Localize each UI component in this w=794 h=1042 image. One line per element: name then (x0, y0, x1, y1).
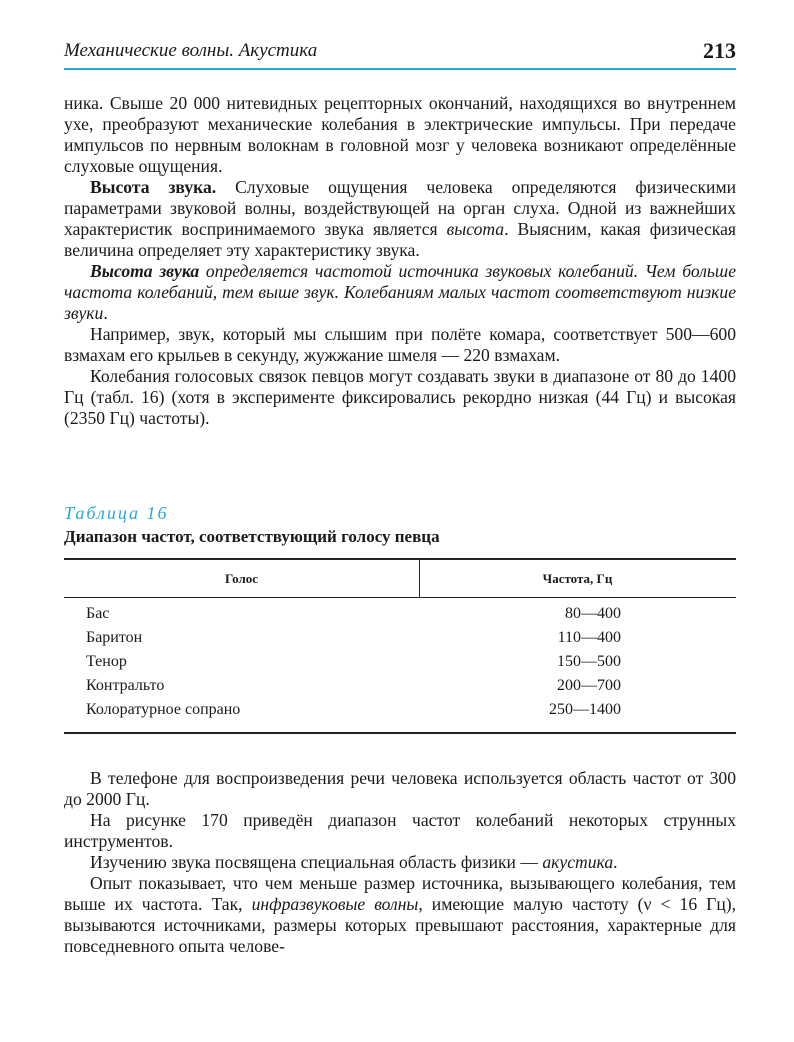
table-row (64, 629, 736, 653)
cell-frequency: 250—1400 (549, 701, 621, 718)
infrasound-term: инфразвуковые волны (251, 894, 419, 914)
paragraph-pitch (64, 177, 736, 261)
pitch-rule-term: Высота звука (90, 261, 200, 281)
acoustics-term: акустика (542, 852, 614, 872)
table-row (64, 653, 736, 677)
text-block-top (64, 93, 736, 429)
frequency-table (64, 558, 736, 734)
table-row (64, 701, 736, 725)
paragraph-infrasound (64, 873, 736, 957)
paragraph-acoustics (64, 852, 736, 873)
paragraph-singers: Колебания голосовых связок певцов могут создавать звуки в диапазоне от 80 до 1400 Гц (табл. 16) (хотя в эксперименте фиксировались рекордно низкая (44 Гц) и высокая (2350 Гц) частоты). (64, 366, 736, 428)
pitch-text-1: Слуховые ощущения человека определяются физическими параметрами звуковой волны, воздействующей на орган слуха. Одной из важнейших характеристик воспринимаемого звука является (64, 177, 736, 239)
cell-frequency: 110—400 (557, 629, 621, 646)
paragraph-continuation: ника. Свыше 20 000 нитевидных рецепторных окончаний, находящихся во внутреннем ухе, преобразуют механические колебания в электрические импульсы. При передаче импульсов по нервным волокнам в головной мозг у человека возникают определённые слуховые ощущения. (64, 93, 736, 176)
cell-voice: Контральто (86, 677, 165, 694)
paragraph-pitch-rule (64, 261, 736, 324)
running-title: Механические волны. Акустика (64, 40, 318, 61)
table-body (64, 605, 736, 725)
cell-voice: Колоратурное сопрано (86, 701, 241, 718)
text-block-bottom (64, 768, 736, 957)
table-caption: Таблица 16 (64, 503, 169, 523)
acoustics-text: Изучению звука посвящена специальная область физики — (90, 852, 543, 872)
header-frequency: Частота, Гц (542, 571, 613, 586)
table-row (64, 677, 736, 701)
paragraph-instruments: На рисунке 170 приведён диапазон частот колебаний некоторых струнных инструментов. (64, 810, 736, 851)
pitch-rule-end: . (103, 303, 108, 323)
header-underline (64, 597, 736, 598)
table-title: Диапазон частот, соответствующий голосу певца (64, 527, 440, 546)
pitch-term: высота (446, 219, 505, 239)
acoustics-end: . (613, 852, 618, 872)
cell-frequency: 200—700 (557, 677, 621, 694)
pitch-heading: Высота звука. (90, 177, 217, 197)
cell-frequency: 80—400 (565, 605, 621, 622)
cell-voice: Бас (86, 605, 110, 622)
paragraph-telephone: В телефоне для воспроизведения речи человека используется область частот от 300 до 2000 Гц. (64, 768, 736, 809)
cell-frequency: 150—500 (557, 653, 621, 670)
infrasound-text-1: Опыт показывает, что чем меньше размер источника, вызывающего колебания, тем выше их частота. Так, (64, 873, 736, 914)
pitch-text-2: . Выясним, какая физическая величина определяет эту характеристику звука. (64, 219, 736, 260)
cell-voice: Баритон (86, 629, 143, 646)
table-row (64, 605, 736, 629)
page-header (64, 38, 736, 70)
pitch-rule-text: определяется частотой источника звуковых колебаний. Чем больше частота колебаний, тем выше звук. Колебаниям малых частот соответствуют низкие звуки (64, 261, 737, 323)
header-voice: Голос (224, 571, 259, 586)
page-number: 213 (703, 38, 736, 63)
header-divider (419, 560, 420, 597)
infrasound-text-2: , имеющие малую частоту (ν < 16 Гц), вызываются источниками, размеры которых превышают расстояния, характерные для повседневного опыта челове- (64, 894, 737, 956)
paragraph-mosquito: Например, звук, который мы слышим при полёте комара, соответствует 500—600 взмахам его крыльев в секунду, жужжание шмеля — 220 взмахам. (64, 324, 736, 365)
cell-voice: Тенор (86, 653, 127, 670)
